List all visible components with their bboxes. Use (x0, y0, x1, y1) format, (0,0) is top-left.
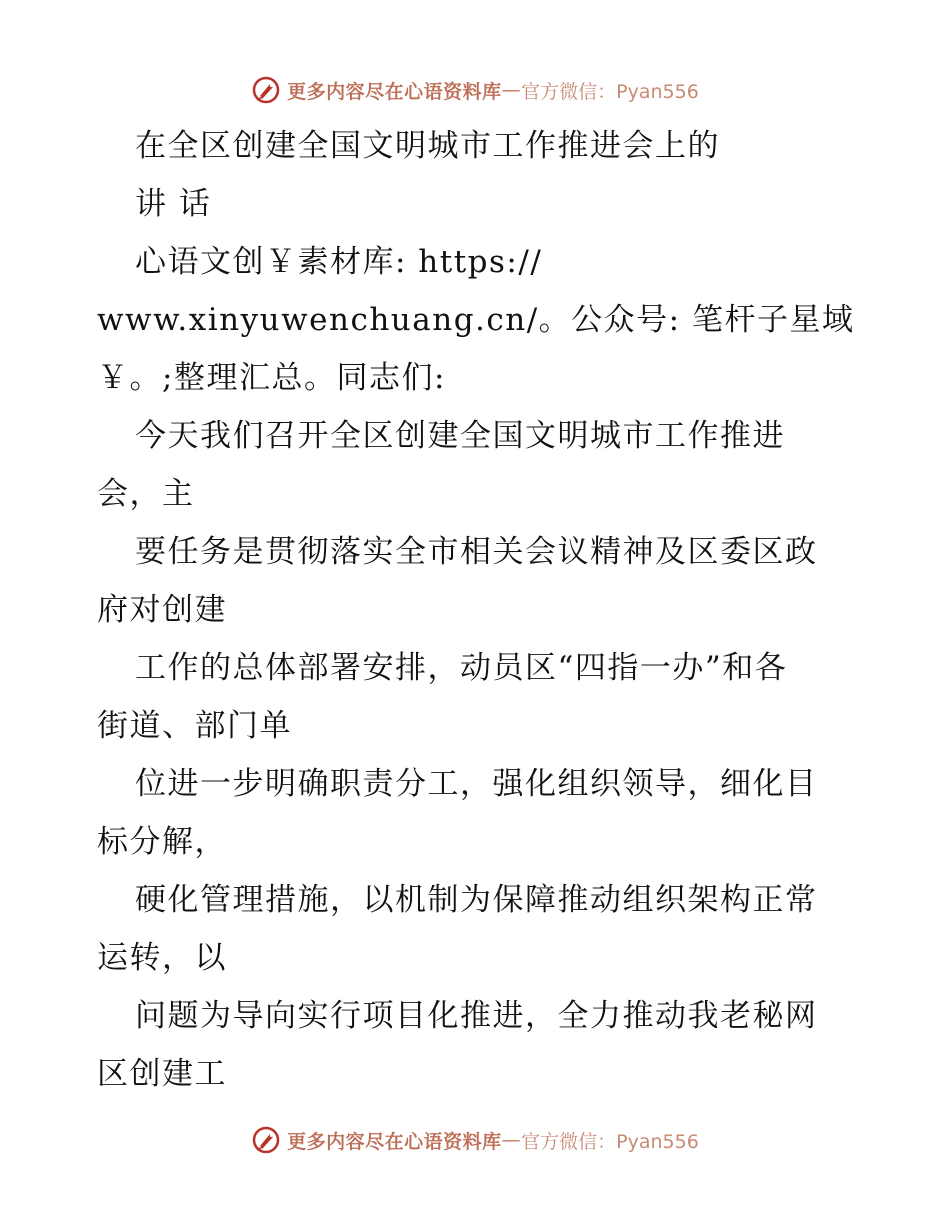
pen-nib-logo-icon (251, 1125, 281, 1155)
doc-line: 讲 话 (135, 186, 212, 222)
doc-line: 会，主 (97, 476, 195, 512)
banner-dash: — (501, 1129, 522, 1151)
doc-line: 区创建工 (97, 1056, 227, 1092)
doc-line: 标分解， (97, 824, 227, 860)
header-banner (0, 72, 950, 108)
doc-line: 在全区创建全国文明城市工作推进会上的 (135, 128, 720, 164)
doc-line: 街道、部门单 (97, 708, 292, 744)
doc-line: ￥。;整理汇总。同志们: (97, 360, 446, 396)
brand-text: 更多内容尽在心语资料库 (287, 80, 502, 103)
doc-line: 问题为导向实行项目化推进，全力推动我老秘网 (135, 998, 818, 1034)
doc-line: 心语文创￥素材库: https:// (135, 244, 543, 280)
brand-text: 更多内容尽在心语资料库 (287, 1130, 502, 1153)
wechat-text: 官方微信：Pyan556 (521, 80, 699, 103)
doc-line: 今天我们召开全区创建全国文明城市工作推进 (135, 418, 785, 454)
banner-dash: — (501, 79, 522, 101)
doc-line: 位进一步明确职责分工，强化组织领导，细化目 (135, 766, 818, 802)
doc-line: www.xinyuwenchuang.cn/。公众号: 笔杆子星域 (97, 302, 855, 338)
doc-line: 要任务是贯彻落实全市相关会议精神及区委区政 (135, 534, 818, 570)
wechat-text: 官方微信：Pyan556 (521, 1130, 699, 1153)
doc-line: 硬化管理措施，以机制为保障推动组织架构正常 (135, 882, 818, 918)
doc-line: 运转，以 (97, 940, 227, 976)
doc-line: 工作的总体部署安排，动员区“四指一办”和各 (135, 650, 788, 686)
footer-banner (0, 1122, 950, 1158)
pen-nib-logo-icon (251, 75, 281, 105)
doc-line: 府对创建 (97, 592, 227, 628)
